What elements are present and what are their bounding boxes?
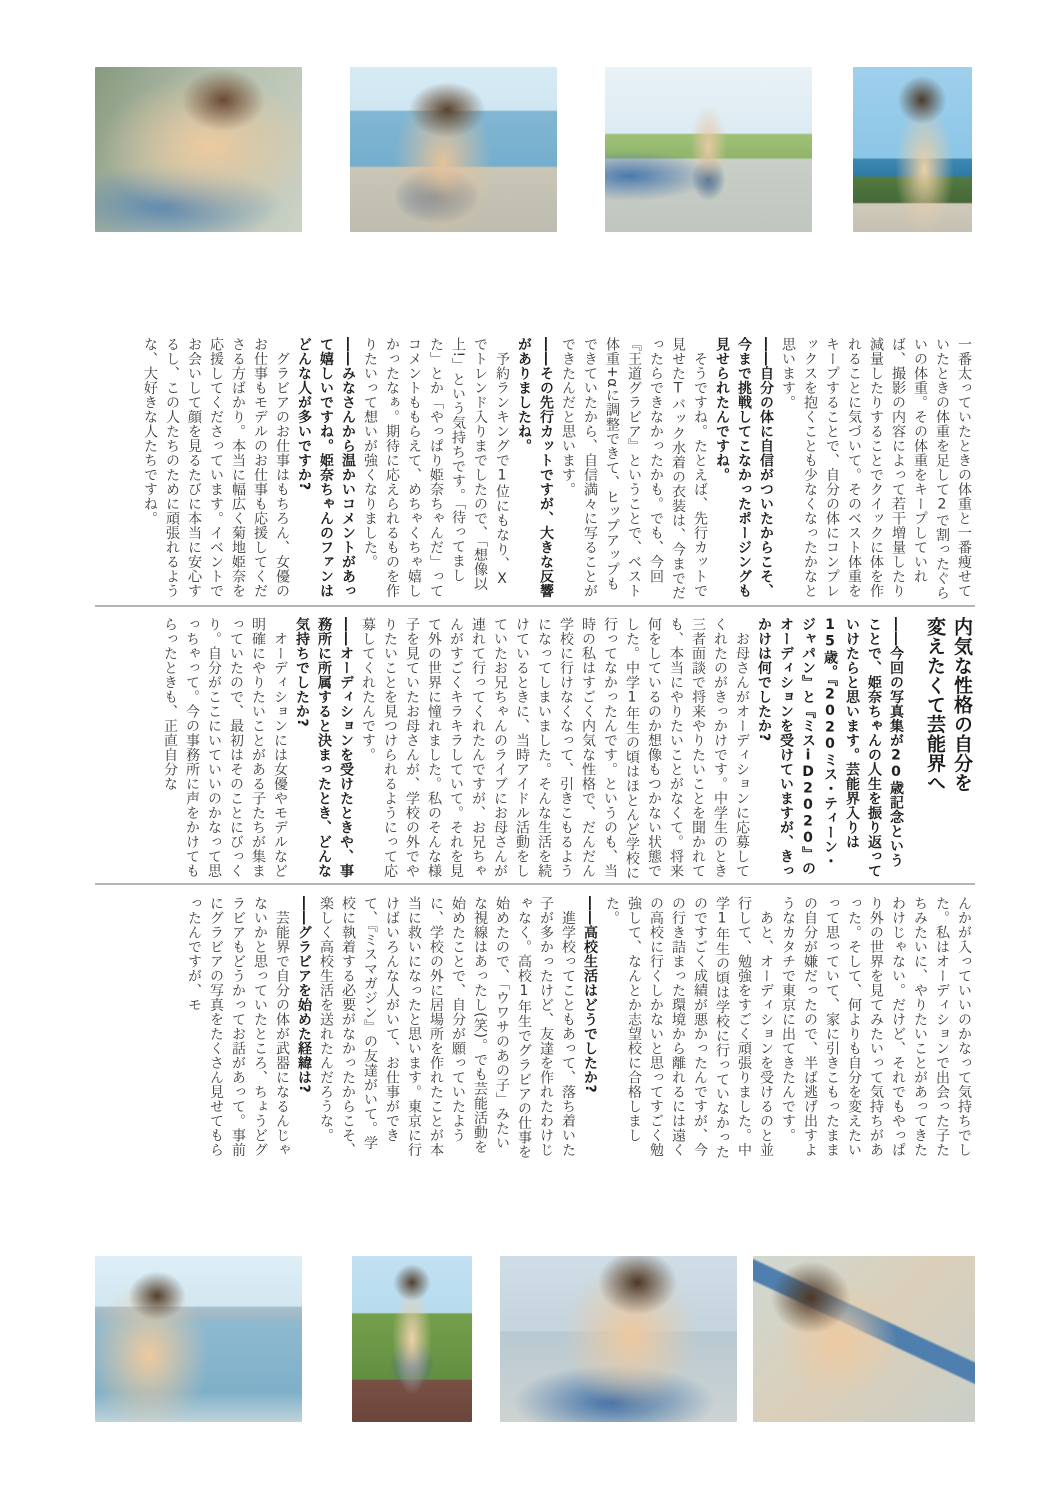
interview-answer: オーディションには女優やモデルなど明確にやりたいことがある子たちが集まっていたので、最初はそのことにびっくり。自分がここにいていいのかなって思っちゃって。今の事務所に声をかけてもらったときも、正直自分な — [162, 617, 288, 878]
interview-section-3 — [95, 896, 975, 1162]
photo-bottom-1 — [95, 1256, 302, 1422]
interview-answer: あと、オーディションを受けるのと並行して、勉強をすごく頑張りました。中学1年生の頃は学校に行っていなかったのですごく成績が悪かったんですが、今の行き詰まった環境から離れるには遠くの高校に行くしかないと思ってすごく勉強して、なんとか志望校に合格しました。 — [604, 896, 774, 1159]
photo-bottom-4 — [753, 1256, 975, 1422]
section-heading-line-2: 変えたくて芸能界へ — [924, 617, 946, 793]
photo-top-2 — [350, 67, 557, 232]
interview-answer: グラビアのお仕事はもちろん、女優のお仕事もモデルのお仕事も応援してくださる方ばかり。本当に幅広く菊地姫奈を応援してくださっています。イベントでお会いして顔を見るたびに本当に安心するし、この人たちのために頑張れるような、大好きな人たちですね。 — [142, 337, 290, 598]
interview-answer: 予約ランキングで1位にもなり、Xでトレンド入りまでしたので、「想像以上!」という気持ちです。「待ってました」とか「やっぱり姫奈ちゃんだ」ってコメントももらえて、めちゃくちゃ嬉しかったなぁ。期待に応えられるものを作りたいって想いが強くなりました。 — [362, 337, 510, 598]
interview-answer: お母さんがオーディションに応募してくれたのがきっかけです。中学生のとき三者面談で将来やりたいことを聞かれても、本当にやりたいことがなくて。将来何をしているのか想像もつかない状態でした。中学1年生の頃はほとんど学校に行ってなかったんです。というのも、当時の私はすごく内気な性格で、だんだん学校に行けなくなって、引きこもるようになってしまいました。そんな生活を続けているときに、当時アイドル活動をしていたお兄ちゃんのライブにお母さんが連れて行ってくれたんですが、お兄ちゃんがすごくキラキラしていて。それを見て外の世界に憧れました。私のそんな様子を見ていたお母さんが、学校の外でやりたいことを見つけられるようにって応募してくれたんです。 — [360, 617, 750, 880]
interview-section-1 — [95, 337, 975, 601]
section-divider — [95, 883, 975, 885]
section-heading-line-1: 内気な性格の自分を — [951, 617, 973, 793]
interview-question: ――オーディションを受けたときや、事務所に所属すると決まったとき、どんな気持ちでしたか? — [294, 617, 354, 878]
interview-question: ――グラビアを始めた経緯は? — [296, 896, 312, 1094]
interview-section-2-body — [159, 617, 907, 881]
interview-section-2 — [95, 617, 975, 881]
interview-answer: 芸能界で自分の体が武器になるんじゃないかと思っていたところ、ちょうどグラビアもどうかってお話があって。事前にグラビアの写真をたくさん見せてもらったんですが、モ — [186, 896, 290, 1157]
photo-bottom-3 — [500, 1256, 737, 1422]
photo-bottom-2 — [352, 1256, 472, 1422]
interview-question: ――その先行カットですが、大きな反響がありましたね。 — [516, 337, 554, 598]
interview-question: ――高校生活はどうでしたか? — [582, 896, 598, 1094]
interview-question: ――自分の体に自信がついたからこそ、今まで挑戦してこなかったポージングも見せられたんですね。 — [714, 337, 774, 598]
interview-answer: 一番太っていたときの体重と一番痩せていたときの体重を足して2で割ったぐらいの体重。その体重をキープしていれば、撮影の内容によって若干増量したり減量したりすることでクイックに体を作れることに気づいて。そのベスト体重をキープすることで、自分の体にコンプレックスを抱くことも少なくなったかなと思います。 — [780, 337, 972, 600]
interview-answer: んかが入っていいのかなって気持ちでした。私はオーディションで出会った子たちみたいに、やりたいことがあってきたわけじゃない。だけど、それでもやっぱり外の世界を見てみたいって気持ちがあった。そして、何よりも自分を変えたいって思っていて、家に引きこもったままの自分が嫌だったので、半ば逃げ出すようなカタチで東京に出てきたんです。 — [780, 896, 972, 1157]
photo-top-4 — [853, 67, 972, 232]
photo-top-3 — [605, 67, 812, 232]
interview-question: ――今回の写真集が20歳記念ということで、姫奈ちゃんの人生を振り返っていけたらと思います。芸能界入りは15歳。『2020ミス・ティーン・ジャパン』と『ミスiD2020』のオーディションを受けていますが、きっかけは何でしたか? — [756, 617, 904, 878]
section-heading — [921, 617, 975, 881]
photo-top-1 — [95, 67, 302, 232]
interview-answer: そうですね。たとえば、先行カットで見せたTバック水着の衣装は、今までだったらできなかったかも。でも、今回『王道グラビア』ということで、ベスト体重+αに調整できて、ヒップアップもできていたから、自信満々に写ることができたんだと思います。 — [560, 337, 708, 600]
section-divider — [95, 605, 975, 607]
interview-answer: 進学校ってこともあって、落ち着いた子が多かったけど、友達を作れたわけじゃなく。高校1年生でグラビアの仕事を始めたので、「ウワサのあの子」みたいな視線はあったし(笑)。でも芸能活動を始めたことで、自分が願っていたように、学校の外に居場所を作れたことが本当に救いになったと思います。東京に行けばいろんな人がいて、お仕事ができて、『ミスマガジン』の友達がいて。学校に執着する必要がなかったからこそ、楽しく高校生活を送れたんだろうな。 — [318, 896, 576, 1159]
interview-question: ――みなさんから温かいコメントがあって嬉しいですね。姫奈ちゃんのファンはどんな人が多いですか? — [296, 337, 356, 598]
